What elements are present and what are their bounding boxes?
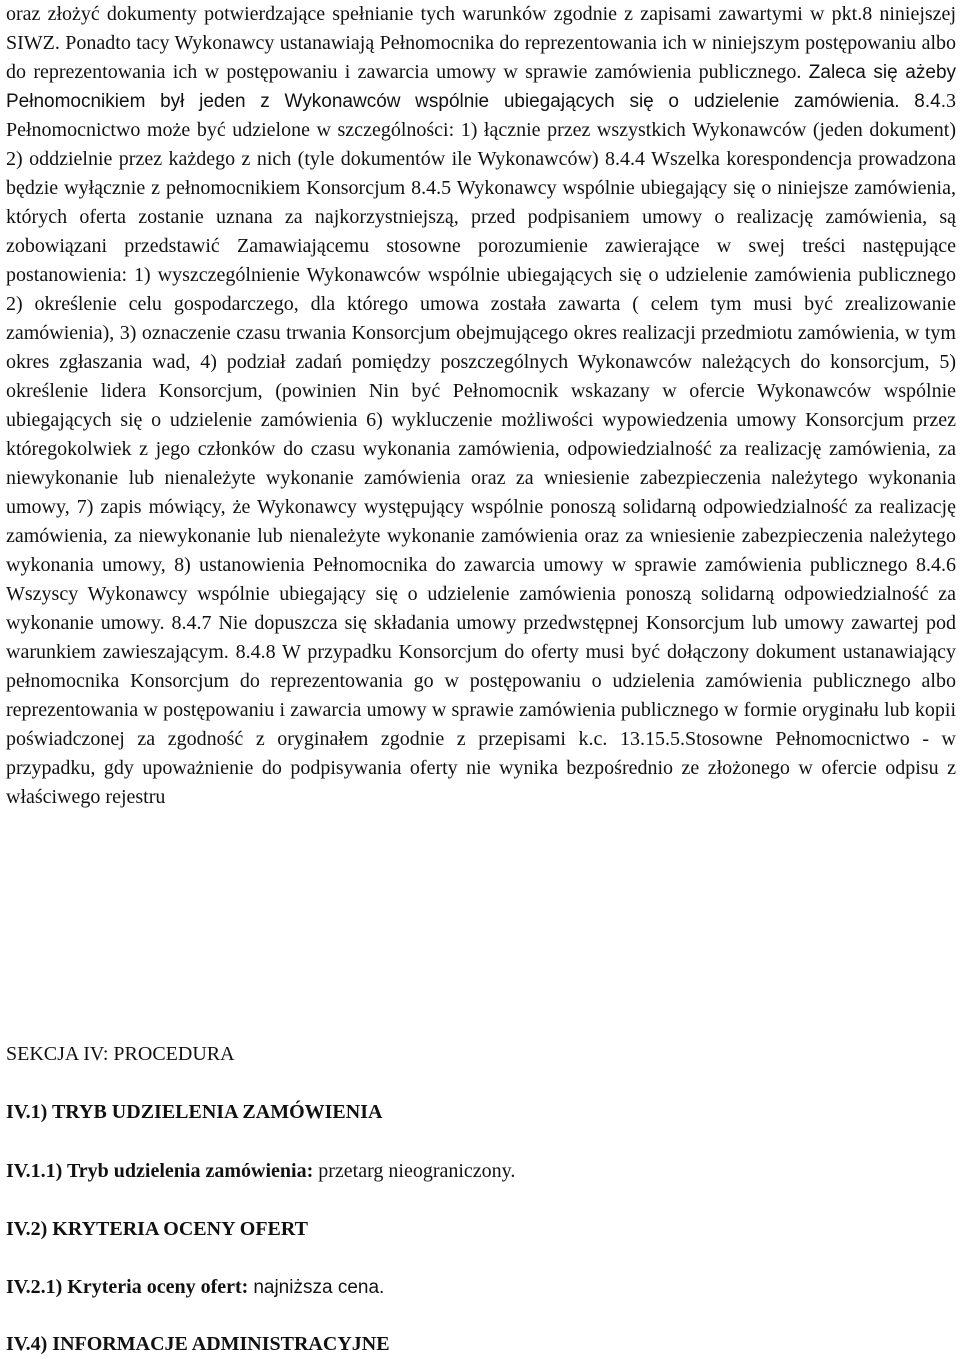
heading-iv-4-text: IV.4) INFORMACJE ADMINISTRACYJNE bbox=[6, 1333, 390, 1355]
heading-iv-2-text: IV.2) KRYTERIA OCENY OFERT bbox=[6, 1218, 308, 1240]
heading-iv-1-1-value: przetarg nieograniczony. bbox=[318, 1160, 516, 1182]
heading-iv-2-1-label: IV.2.1) Kryteria oceny ofert: bbox=[6, 1276, 249, 1298]
heading-iv-2-1 bbox=[6, 1273, 384, 1302]
paragraph-run-3: 3 Pełnomocnictwo może być udzielone w szczególności: 1) łącznie przez wszystkich Wykonawców (jeden dokument) 2) oddzielnie przez każdego z nich (tyle dokumentów ile Wykonawców) 8.4.4 Wszelka korespondencja prowadzona będzie wyłącznie z pełnomocnikiem Konsorcjum 8.4.5 Wykonawcy wspólnie ubiegający się o niniejsze zamówienia, których oferta zostanie uznana za najkorzystniejszą, przed podpisaniem umowy o realizację zamówienia, są zobowiązani przedstawić Zamawiającemu stosowne porozumienie zawierające w swej treści następujące postanowienia: 1) wyszczególnienie Wykonawców wspólnie ubiegających się o udzielenie zamówienia publicznego 2) określenie celu gospodarczego, dla którego umowa została zawarta ( celem tym musi być zrealizowanie zamówienia), 3) oznaczenie czasu trwania Konsorcjum obejmującego okres realizacji przedmiotu zamówienia, w tym okres zgłaszania wad, 4) podział zadań pomiędzy poszczególnych Wykonawców należących do konsorcjum, 5) określenie lidera Konsorcjum, (powinien Nin być Pełnomocnik wskazany w ofercie Wykonawców wspólnie ubiegających się o udzielenie zamówienia 6) wykluczenie możliwości wypowiedzenia umowy Konsorcjum przez któregokolwiek z jego członków do czasu wykonania zamówienia, odpowiedzialność za realizację zamówienia, za niewykonanie lub nienależyte wykonanie zamówienia oraz za wniesienie zabezpieczenia należytego wykonania umowy, 7) zapis mówiący, że Wykonawcy występujący wspólnie ponoszą solidarną odpowiedzialność za realizację zamówienia, za niewykonanie lub nienależyte wykonanie zamówienia oraz za wniesienie zabezpieczenia należytego wykonania umowy, 8) ustanowienia Pełnomocnika do zawarcia umowy w sprawie zamówienia publicznego 8.4.6 Wszyscy Wykonawcy wspólnie ubiegający się o udzielenie zamówienia ponoszą solidarną odpowiedzialność za wykonanie umowy. 8.4.7 Nie dopuszcza się składania umowy przedwstępnej Konsorcjum lub umowy zawartej pod warunkiem zawieszającym. 8.4.8 W przypadku Konsorcjum do oferty musi być dołączony dokument ustanawiający pełnomocnika Konsorcjum do reprezentowania go w postępowaniu o udzielenia zamówienia publicznego albo reprezentowania w postępowaniu i zawarcia umowy w sprawie zamówienia publicznego w formie oryginału lub kopii poświadczonej za zgodność z oryginałem zgodnie z przepisami k.c. 13.15.5.Stosowne Pełnomocnictwo - w przypadku, gdy upoważnienie do podpisywania oferty nie wynika bezpośrednio ze złożonego w ofercie odpisu z właściwego rejestru bbox=[6, 90, 956, 808]
section-title: SEKCJA IV: PROCEDURA bbox=[6, 1043, 235, 1065]
consortium-paragraph bbox=[6, 0, 956, 812]
heading-iv-1-text: IV.1) TRYB UDZIELENIA ZAMÓWIENIA bbox=[6, 1101, 383, 1123]
heading-iv-1-1-label: IV.1.1) Tryb udzielenia zamówienia: bbox=[6, 1160, 314, 1182]
paragraph-run-2: Zaleca się ażeby Pełnomocnikiem był jeden z Wykonawców wspólnie ubiegających się o udzielenie zamówienia. 8.4. bbox=[6, 62, 957, 112]
heading-iv-1 bbox=[6, 1098, 382, 1127]
paragraph-run-1: oraz złożyć dokumenty potwierdzające spełnianie tych warunków zgodnie z zapisami zawartymi w pkt.8 niniejszej SIWZ. Ponadto tacy Wykonawcy ustanawiają Pełnomocnika do reprezentowania ich w niniejszym postępowaniu albo do reprezentowania ich w postępowaniu i zawarcia umowy w sprawie zamówienia publicznego. bbox=[6, 3, 956, 83]
heading-iv-2 bbox=[6, 1215, 308, 1244]
heading-iv-2-1-value: najniższa cena. bbox=[253, 1277, 385, 1298]
document-page bbox=[6, 0, 956, 812]
heading-iv-4 bbox=[6, 1330, 390, 1359]
heading-iv-1-1 bbox=[6, 1157, 515, 1186]
